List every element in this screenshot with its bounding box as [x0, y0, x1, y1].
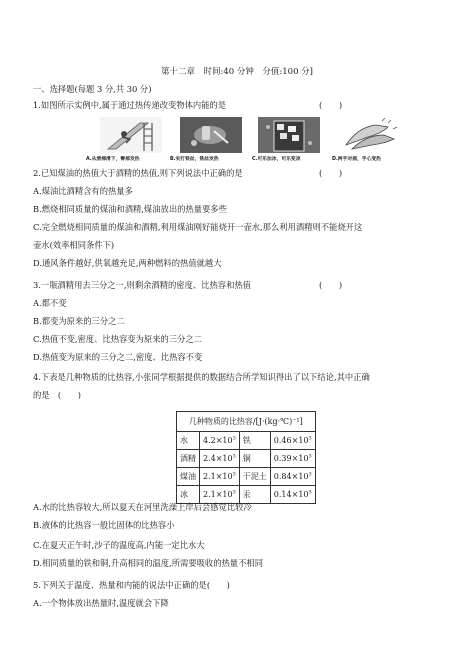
q4-option-c: C.在夏天正午时,沙子的温度高,内能一定比水大 — [33, 540, 205, 550]
table-cell: 冰 — [177, 486, 200, 504]
q3-option-b: B.都变为原来的三分之二 — [33, 316, 125, 326]
table-cell: 干泥土 — [239, 468, 270, 486]
table-cell: 煤油 — [177, 468, 200, 486]
q3-bracket: ( ) — [319, 280, 343, 290]
q2-option-c-cont: 壶水(效率相同条件下) — [33, 240, 115, 250]
q1-image-row — [86, 117, 400, 165]
table-cell: $2.1\times 10^3$ — [200, 468, 240, 486]
table-cell: 水 — [177, 432, 200, 450]
table-header-row — [177, 412, 316, 432]
table-cell: 汞 — [239, 486, 270, 504]
q5-option-a: A.一个物体放出热量时,温度就会下降 — [33, 598, 169, 608]
specific-heat-table — [176, 411, 316, 504]
table-cell: $2.1\times 10^3$ — [200, 486, 240, 504]
q2-bracket: ( ) — [319, 168, 343, 178]
hands-illustration — [338, 117, 400, 153]
hammer-illustration — [180, 117, 242, 153]
q3-option-d: D.热值变为原来的三分之二,密度、比热容不变 — [33, 352, 203, 362]
q1-caption-b: B.实打铁丝，铁丝发热 — [170, 157, 219, 162]
page-title: 第十二章 时间:40 分钟 分值:100 分] — [161, 67, 313, 77]
table-cell: $0.46\times 10^3$ — [270, 432, 315, 450]
q3-stem: 3.一瓶酒精用去三分之一,则剩余酒精的密度、比热容和热值 — [33, 280, 251, 290]
q1-caption-a: A.从滑梯滑下，臀部发热 — [86, 157, 140, 162]
q3-option-a: A.都不变 — [33, 298, 67, 308]
table-cell: $0.84\times 10^3$ — [270, 468, 315, 486]
table-cell: $2.4\times 10^3$ — [200, 450, 240, 468]
q3-option-c: C.热值不变,密度、比热容变为原来的三分之二 — [33, 334, 202, 344]
table-row — [177, 432, 316, 450]
q1-caption-c: C.可乐加冰，可乐变凉 — [252, 157, 301, 162]
table-cell: $4.2\times 10^3$ — [200, 432, 240, 450]
table-cell: $0.39\times 10^3$ — [270, 450, 315, 468]
cola-illustration — [258, 117, 320, 153]
table-row — [177, 450, 316, 468]
table-cell: 铁 — [239, 432, 270, 450]
q1-bracket: ( ) — [319, 100, 343, 110]
slide-illustration — [100, 117, 162, 153]
q4-option-a: A.水的比热容较大,所以夏天在河里洗澡上岸后会感觉比较冷 — [33, 502, 252, 512]
q2-option-d: D.通风条件越好,供氧越充足,两种燃料的热值就越大 — [33, 258, 222, 268]
q2-stem: 2.已知煤油的热值大于酒精的热值,则下列说法中正确的是 — [33, 168, 243, 178]
section-heading: 一、选择题(每题 3 分,共 30 分) — [33, 84, 152, 94]
table-cell: 酒精 — [177, 450, 200, 468]
q4-option-d: D.相同质量的铁和铜,升高相同的温度,所需要吸收的热量不相同 — [33, 558, 263, 568]
q5-stem: 5.下列关于温度、热量和内能的说法中正确的是( ) — [33, 580, 230, 590]
table-cell: 铜 — [239, 450, 270, 468]
q4-option-b: B.液体的比热容一般比固体的比热容小 — [33, 520, 175, 530]
q1-stem: 1.如图所示实例中,属于通过热传递改变物体内能的是 — [33, 100, 227, 110]
q4-stem-cont: 的是 ( ) — [33, 390, 81, 400]
table-cell: $0.14\times 10^3$ — [270, 486, 315, 504]
q4-stem: 4.下表是几种物质的比热容,小张同学根据提供的数据结合所学知识得出了以下结论,其中正确 — [33, 372, 370, 382]
q2-option-c: C.完全燃烧相同质量的煤油和酒精,利用煤油刚好能烧开一壶水,那么利用酒精则不能烧开这 — [33, 222, 363, 232]
q2-option-b: B.燃烧相同质量的煤油和酒精,煤油放出的热量要多些 — [33, 204, 227, 214]
q1-caption-d: D.两手对搓，手心变热 — [332, 157, 381, 162]
table-header: 几种物质的比热容/[J·(kg·℃)⁻¹] — [177, 412, 316, 432]
q2-option-a: A.煤油比酒精含有的热量多 — [33, 186, 133, 196]
table-row — [177, 486, 316, 504]
table-row — [177, 468, 316, 486]
